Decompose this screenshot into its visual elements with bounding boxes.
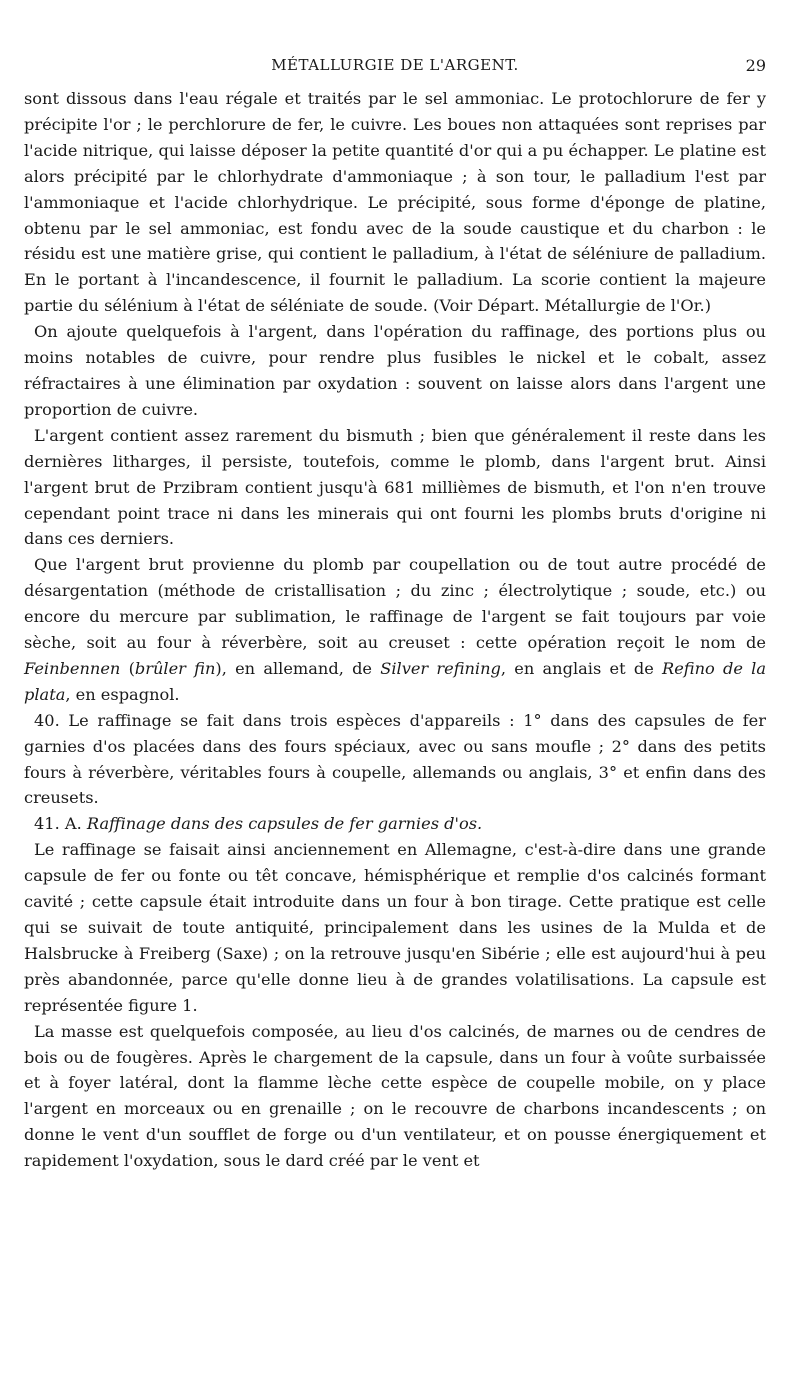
section-letter: A.	[59, 814, 87, 834]
paragraph-capsule-process: La masse est quelquefois composée, au lieu d'os calcinés, de marnes ou de cendres de bois ou de fougères. Après le chargement de la capsule, dans un four à voûte surbaissée et à foyer latéral, dont la flamme lèche cette espèce de coupelle mobile, on y place l'argent en morceaux ou en grenaille ; on le recouvre de charbons incandescents ; on donne le vent d'un soufflet de forge ou d'un ventilateur, et on pousse énergiquement et rapidement l'oxydation, sous le dard créé par le vent et	[24, 1021, 766, 1171]
term-silver-refining: Silver refining	[380, 658, 501, 678]
term-refino-de-la-plata: Refino de la plata	[24, 658, 767, 704]
body-text	[24, 86, 766, 1174]
text-run: ), en allemand, de	[215, 658, 381, 678]
text-run: Que l'argent brut provienne du plomb par coupellation ou de tout autre procédé de désargentation (méthode de cristallisation ; du zinc ; électrolytique ; soude, etc.) ou encore du mercure par sublimation, le raffinage de l'argent se fait toujours par voie sèche, soit au four à réverbère, soit au creuset : cette opération reçoit le nom de	[24, 555, 766, 653]
section-number: 40.	[34, 710, 60, 730]
paragraph-copper-addition: On ajoute quelquefois à l'argent, dans l'opération du raffinage, des portions plus ou moins notables de cuivre, pour rendre plus fusibles le nickel et le cobalt, assez réfractaires à une élimination par oxydation : souvent on laisse alors dans l'argent une proportion de cuivre.	[24, 322, 766, 419]
running-title: MÉTALLURGIE DE L'ARGENT.	[271, 56, 519, 74]
section-41-heading	[24, 811, 766, 837]
term-feinbennen: Feinbennen	[24, 658, 121, 678]
term-bruler-fin: brûler fin	[134, 658, 216, 678]
section-title: Raffinage dans des capsules de fer garnies d'os.	[86, 814, 483, 834]
text-run: , en anglais et de	[500, 658, 663, 678]
page-number: 29	[745, 56, 766, 75]
text-run: , en espagnol.	[65, 684, 180, 704]
paragraph-capsule-history: Le raffinage se faisait ainsi anciennement en Allemagne, c'est-à-dire dans une grande capsule de fer ou fonte ou têt concave, hémisphérique et remplie d'os calcinés formant cavité ; cette capsule était introduite dans un four à bon tirage. Cette pratique est celle qui se suivait de toute antiquité, principalement dans les usines de la Mulda et de Halsbrucke à Freiberg (Saxe) ; on la retrouve jusqu'en Sibérie ; elle est aujourd'hui à peu près abandonnée, parce qu'elle donne lieu à de grandes volatilisations. La capsule est représentée figure 1.	[24, 840, 766, 1015]
book-page	[24, 56, 766, 1174]
section-number: 41.	[34, 814, 60, 834]
paragraph-continued: sont dissous dans l'eau régale et traités par le sel ammoniac. Le protochlorure de fer y précipite l'or ; le perchlorure de fer, le cuivre. Les boues non attaquées sont reprises par l'acide nitrique, qui laisse déposer la petite quantité d'or qui a pu échapper. Le platine est alors précipité par le chlorhydrate d'ammoniaque ; à son tour, le palladium l'est par l'ammoniaque et l'acide chlorhydrique. Le précipité, sous forme d'éponge de platine, obtenu par le sel ammoniac, est fondu avec de la soude caustique et du charbon : le résidu est une matière grise, qui contient le palladium, à l'état de séléniure de palladium. En le portant à l'incandescence, il fournit le palladium. La scorie contient la majeure partie du sélénium à l'état de séléniate de soude. (Voir Départ. Métallurgie de l'Or.)	[24, 89, 766, 316]
section-text: Le raffinage se fait dans trois espèces d'appareils : 1° dans des capsules de fer garnies d'os placées dans des fours spéciaux, avec ou sans moufle ; 2° dans des petits fours à réverbère, véritables fours à coupelle, allemands ou anglais, 3° et enfin dans des creusets.	[24, 710, 766, 808]
section-40	[24, 708, 766, 812]
page-header	[24, 56, 766, 82]
paragraph-refining-names	[24, 552, 766, 707]
paragraph-bismuth: L'argent contient assez rarement du bismuth ; bien que généralement il reste dans les dernières litharges, il persiste, toutefois, comme le plomb, dans l'argent brut. Ainsi l'argent brut de Przibram contient jusqu'à 681 millièmes de bismuth, et l'on n'en trouve cependant point trace ni dans les minerais qui ont fourni les plombs bruts d'origine ni dans ces derniers.	[24, 425, 766, 549]
text-run: (	[120, 658, 135, 678]
